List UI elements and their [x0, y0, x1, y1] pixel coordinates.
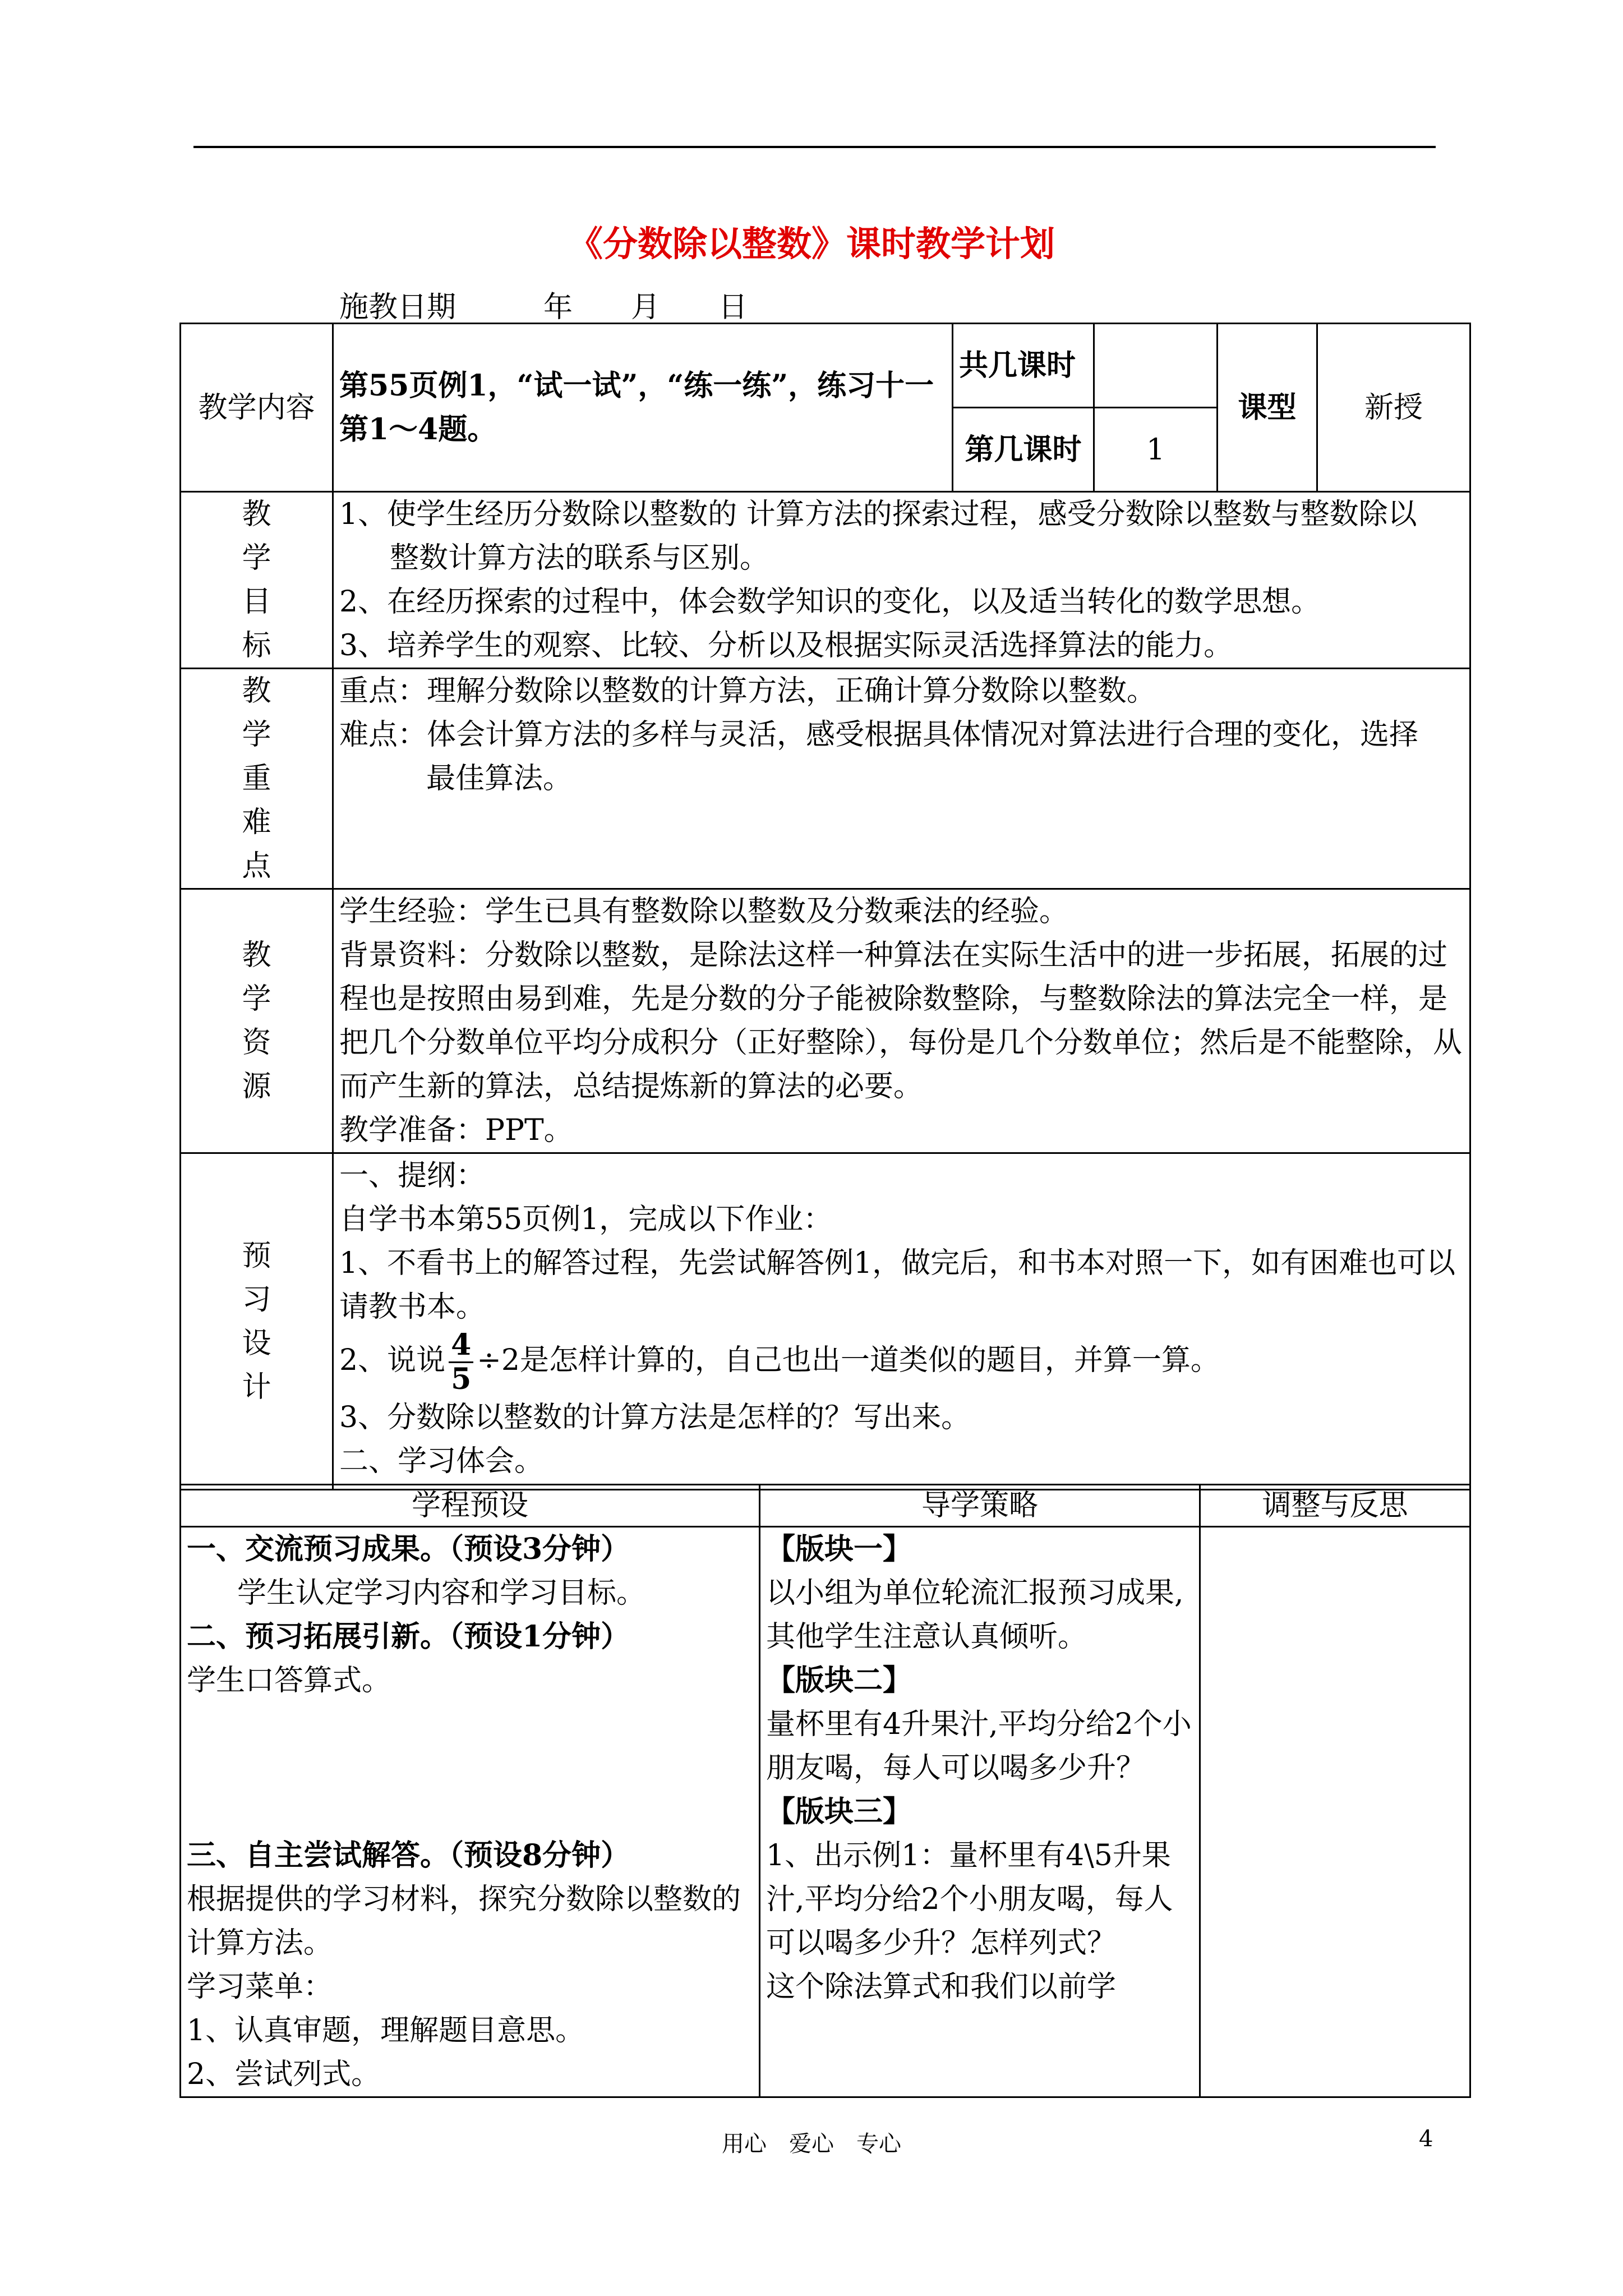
menu-label: 学习菜单：: [187, 1970, 333, 2004]
page-number: 4: [1419, 2126, 1433, 2152]
menu-item-2: 2、尝试列式。: [187, 2058, 381, 2091]
step-3-text: 根据提供的学习材料，探究分数除以整数的计算方法。: [187, 1883, 741, 1960]
process-column: [181, 1527, 760, 2097]
key-points-content: [333, 669, 1470, 889]
preview-q3: 3、分数除以整数的计算方法是怎样的？写出来。: [339, 1401, 971, 1434]
nth-hour-label: 第几课时: [953, 408, 1094, 492]
preview-q2: 2、说说 $\frac{4}{5}$ ÷2是怎样计算的，自己也出一道类似的题目，并算一算。: [339, 1328, 1220, 1396]
lesson-type-value: 新授: [1317, 324, 1470, 492]
experience-text: 学生经验：学生已具有整数除以整数及分数乘法的经验。: [339, 895, 1069, 928]
difficulty-text: 难点：体会计算方法的多样与灵活，感受根据具体情况对算法进行合理的变化，选择: [339, 718, 1419, 752]
block-1-title: 【版块一】: [766, 1532, 912, 1566]
step-1-title: 一、交流预习成果。（预设3分钟）: [187, 1532, 630, 1566]
block-2-title: 【版块二】: [766, 1663, 912, 1697]
prep-text: 教学准备：PPT。: [339, 1114, 573, 1147]
block-3-text: 1、出示例1：量杯里有4\5升果汁,平均分给2个小朋友喝，每人: [766, 1839, 1173, 1916]
process-table: [179, 1484, 1471, 2098]
section-2-heading: 二、学习体会。: [339, 1444, 544, 1478]
resources-content: [333, 889, 1470, 1153]
outline-heading: 一、提纲：: [339, 1159, 486, 1193]
reflection-column: [1200, 1527, 1470, 2097]
self-study-text: 自学书本第55页例1，完成以下作业：: [339, 1203, 833, 1236]
focus-text: 重点：理解分数除以整数的计算方法，正确计算分数除以整数。: [339, 674, 1156, 708]
step-3-title: 三、自主尝试解答。（预设8分钟）: [187, 1838, 630, 1872]
col-strategy: 导学策略: [760, 1485, 1200, 1527]
key-points-label: 教 学 重 难 点: [181, 669, 333, 889]
step-1-text: 学生认定学习内容和学习目标。: [237, 1576, 646, 1610]
block-3-text-3: 这个除法算式和我们以前学: [766, 1970, 1117, 2004]
lesson-type-label: 课型: [1218, 324, 1317, 492]
goal-1: 1、使学生经历分数除以整数的 计算方法的探索过程，感受分数除以整数与整数除以: [339, 498, 1417, 531]
content-text: 第55页例1，“试一试”，“练一练”，练习十一第1～4题。: [333, 324, 953, 492]
step-2-text: 学生口答算式。: [187, 1664, 391, 1697]
difficulty-text-cont: 最佳算法。: [426, 762, 573, 795]
goal-1-cont: 整数计算方法的联系与区别。: [390, 541, 769, 575]
date-line: 施教日期 年 月 日: [339, 291, 748, 324]
preview-q1: 1、不看书上的解答过程，先尝试解答例1，做完后，和书本对照一下，如有困难也可以请教书本。: [339, 1246, 1456, 1324]
goals-content: [333, 492, 1470, 669]
block-1-text: 以小组为单位轮流汇报预习成果,其他学生注意认真倾听。: [766, 1576, 1184, 1654]
background-text: 背景资料：分数除以整数，是除法这样一种算法在实际生活中的进一步拓展，拓展的过程也是按照由易到难，先是分数的分子能被除数整除，与整数除法的算法完全一样，是把几个分数单位平均分成积分（正好整除），每份是几个分数单位；然后是不能整除，从而产生新的算法，总结提炼新的算法的必要。: [339, 938, 1463, 1103]
total-hours-value: [1094, 324, 1218, 408]
col-process: 学程预设: [181, 1485, 760, 1527]
footer-motto: 用心 爱心 专心: [722, 2131, 901, 2157]
header-rule: [193, 146, 1436, 148]
content-label: 教学内容: [181, 324, 333, 492]
menu-item-1: 1、认真审题，理解题目意思。: [187, 2014, 585, 2047]
goal-3: 3、培养学生的观察、比较、分析以及根据实际灵活选择算法的能力。: [339, 629, 1233, 662]
resources-label: 教 学 资 源: [181, 889, 333, 1153]
block-3-text-2: 可以喝多少升？怎样列式？: [766, 1926, 1117, 1960]
step-2-title: 二、预习拓展引新。（预设1分钟）: [187, 1619, 630, 1654]
block-3-title: 【版块三】: [766, 1795, 912, 1829]
block-2-text: 量杯里有4升果汁,平均分给2个小朋友喝，每人可以喝多少升？: [766, 1708, 1192, 1785]
goals-label: 教 学 目 标: [181, 492, 333, 669]
strategy-column: [760, 1527, 1200, 2097]
total-hours-label: 共几课时: [953, 324, 1094, 408]
col-reflection: 调整与反思: [1200, 1485, 1470, 1527]
preview-label: 预 习 设 计: [181, 1153, 333, 1490]
page-title: 《分数除以整数》课时教学计划: [568, 223, 1055, 264]
fraction: $\frac{4}{5}$: [449, 1329, 473, 1396]
nth-hour-value: 1: [1094, 408, 1218, 492]
plan-table: [179, 323, 1471, 1490]
goal-2: 2、在经历探索的过程中，体会数学知识的变化，以及适当转化的数学思想。: [339, 585, 1321, 619]
preview-content: [333, 1153, 1470, 1490]
